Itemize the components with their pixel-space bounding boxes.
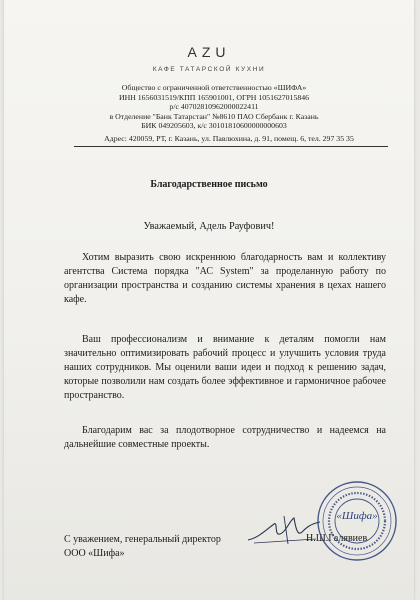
requisite-line: Общество с ограниченной ответственностью «ШИФА» (121, 83, 307, 92)
header-divider (74, 146, 388, 147)
letter-sheet (4, 0, 414, 600)
letter-paragraph: Ваш профессионализм и внимание к деталям помогли нам значительно оптимизировать рабочий процесс и улучшить условия труда наших сотрудников. Мы оценили ваши идеи и подход к решению задач, которые позволили нам создать более эффективное и гармоничное рабочее пространство. (64, 334, 386, 401)
company-logo: AZU (187, 44, 231, 60)
requisite-line: ИНН 1656031519/КПП 165901001, ОГРН 1051627015846 (118, 92, 310, 102)
requisite-line: р/с 40702810962000022411 (169, 102, 259, 112)
requisite-line: в Отделение "Банк Татарстан" №8610 ПАО Сбербанк г. Казань (109, 111, 319, 121)
handwritten-signature (244, 510, 324, 550)
letter-paragraph: Хотим выразить свою искреннюю благодарность вам и коллективу агентства Система порядка "АС System" за проделанную работу по организации пространства и созданию системы хранения в цехах нашего кафе. (64, 252, 386, 305)
letter-salutation: Уважаемый, Адель Рауфович! (143, 221, 275, 232)
stamp-label: «Шифа» (336, 510, 378, 522)
company-requisites (44, 83, 384, 131)
requisite-line: БИК 049205603, к/с 30101810600000000603 (141, 121, 287, 131)
company-address: Адрес: 420059, РТ, г. Казань, ул. Павлюхина, д. 91, помещ. 6, тел. 297 35 35 (104, 134, 354, 143)
letter-title: Благодарственное письмо (150, 179, 268, 190)
closing-company-name: ООО «Шифа» (64, 548, 125, 559)
letter-paragraph: Благодарим вас за плодотворное сотрудничество и надеемся на дальнейшие совместные проекты. (64, 425, 386, 450)
company-tagline: КАФЕ ТАТАРСКОЙ КУХНИ (152, 66, 266, 73)
signer-name: Н.Ш.Галявиев (306, 533, 368, 544)
closing-regards: С уважением, генеральный директор (64, 534, 221, 545)
